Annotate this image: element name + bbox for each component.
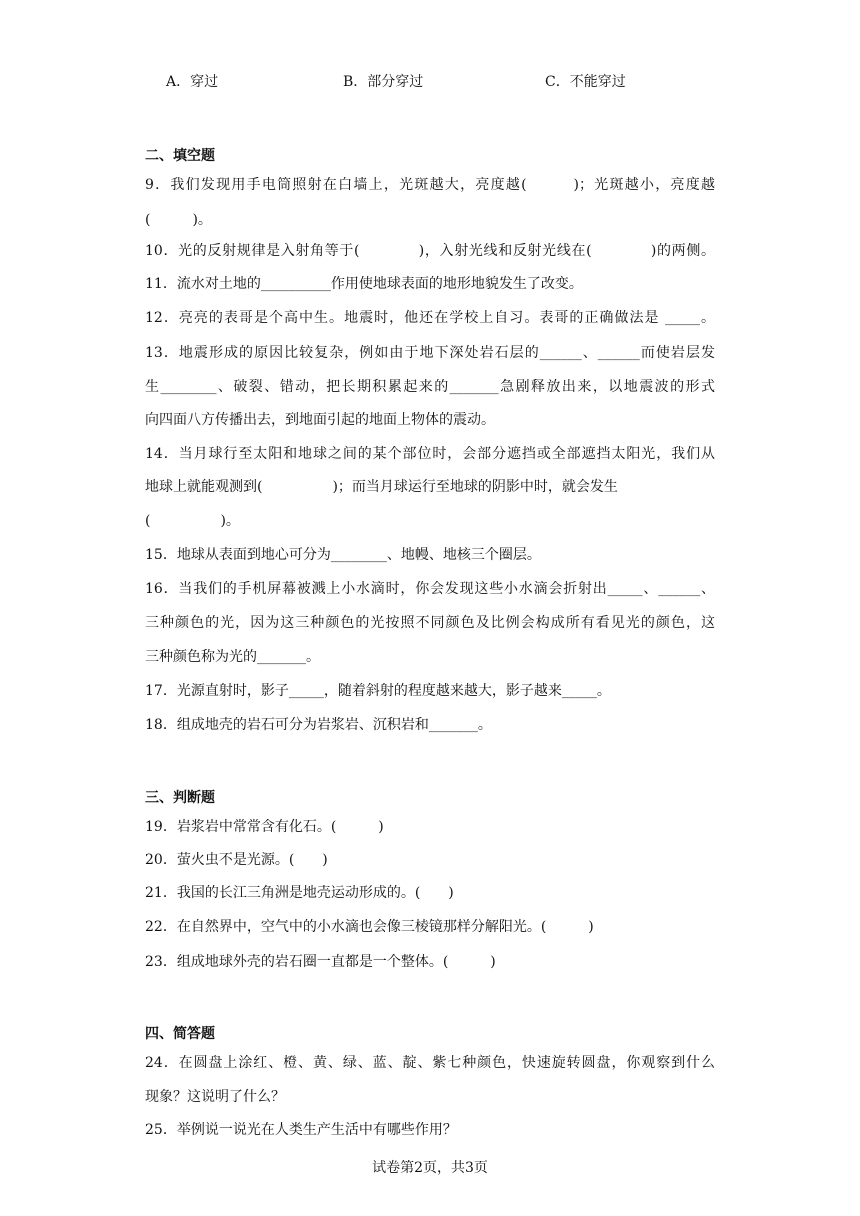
question-line: 13．地震形成的原因比较复杂，例如由于地下深处岩石层的______、______而使岩层发 (145, 345, 715, 361)
question-line: 23．组成地球外壳的岩石圈一直都是一个整体。( ) (145, 954, 496, 970)
question-line: 17．光源直射时，影子_____，随着斜射的程度越来越大，影子越来_____。 (145, 683, 611, 699)
question-line: 11．流水对土地的__________作用使地球表面的地形地貌发生了改变。 (145, 276, 583, 292)
question-line: 10．光的反射规律是入射角等于( )，入射光线和反射光线在( )的两侧。 (145, 243, 715, 259)
question-line: 20．萤火虫不是光源。( ) (145, 852, 328, 868)
section-title-judge: 三、判断题 (145, 790, 215, 806)
question-line: 21．我国的长江三角洲是地壳运动形成的。( ) (145, 885, 454, 901)
question-line: 生________、破裂、错动，把长期积累起来的_______急剧释放出来，以地震波的形式 (145, 379, 715, 395)
question-line: 15．地球从表面到地心可分为________、地幔、地核三个圈层。 (145, 547, 541, 563)
option-c: C．不能穿过 (545, 74, 626, 90)
section-title-fill: 二、填空题 (145, 148, 215, 164)
question-line: 19．岩浆岩中常常含有化石。( ) (145, 819, 384, 835)
question-line: 14．当月球行至太阳和地球之间的某个部位时，会部分遮挡或全部遮挡太阳光，我们从 (145, 446, 715, 462)
section-title-short: 四、简答题 (145, 1026, 215, 1042)
question-line: 22．在自然界中，空气中的小水滴也会像三棱镜那样分解阳光。( ) (145, 919, 594, 935)
question-line: 9．我们发现用手电筒照射在白墙上，光斑越大，亮度越( )；光斑越小，亮度越 (145, 177, 715, 193)
page-footer: 试卷第2页，共3页 (372, 1160, 488, 1176)
question-line: 12．亮亮的表哥是个高中生。地震时，他还在学校上自习。表哥的正确做法是 _____。 (145, 310, 715, 326)
option-a: A．穿过 (166, 74, 219, 90)
question-line: 向四面八方传播出去，到地面引起的地面上物体的震动。 (145, 412, 495, 428)
question-line: 地球上就能观测到( )；而当月球运行至地球的阴影中时，就会发生 (145, 479, 618, 495)
question-line: 18．组成地壳的岩石可分为岩浆岩、沉积岩和_______。 (145, 717, 492, 733)
option-b: B．部分穿过 (343, 74, 424, 90)
question-line: 24．在圆盘上涂红、橙、黄、绿、蓝、靛、紫七种颜色，快速旋转圆盘，你观察到什么 (145, 1055, 715, 1071)
question-line: ( )。 (145, 513, 240, 529)
question-line: 三种颜色的光，因为这三种颜色的光按照不同颜色及比例会构成所有看见光的颜色，这 (145, 615, 715, 631)
question-line: 16．当我们的手机屏幕被溅上小水滴时，你会发现这些小水滴会折射出_____、______、 (145, 581, 715, 597)
question-line: 三种颜色称为光的_______。 (145, 649, 320, 665)
question-line: ( )。 (145, 212, 212, 228)
question-line: 现象？这说明了什么？ (145, 1089, 285, 1105)
question-line: 25．举例说一说光在人类生产生活中有哪些作用？ (145, 1122, 457, 1138)
